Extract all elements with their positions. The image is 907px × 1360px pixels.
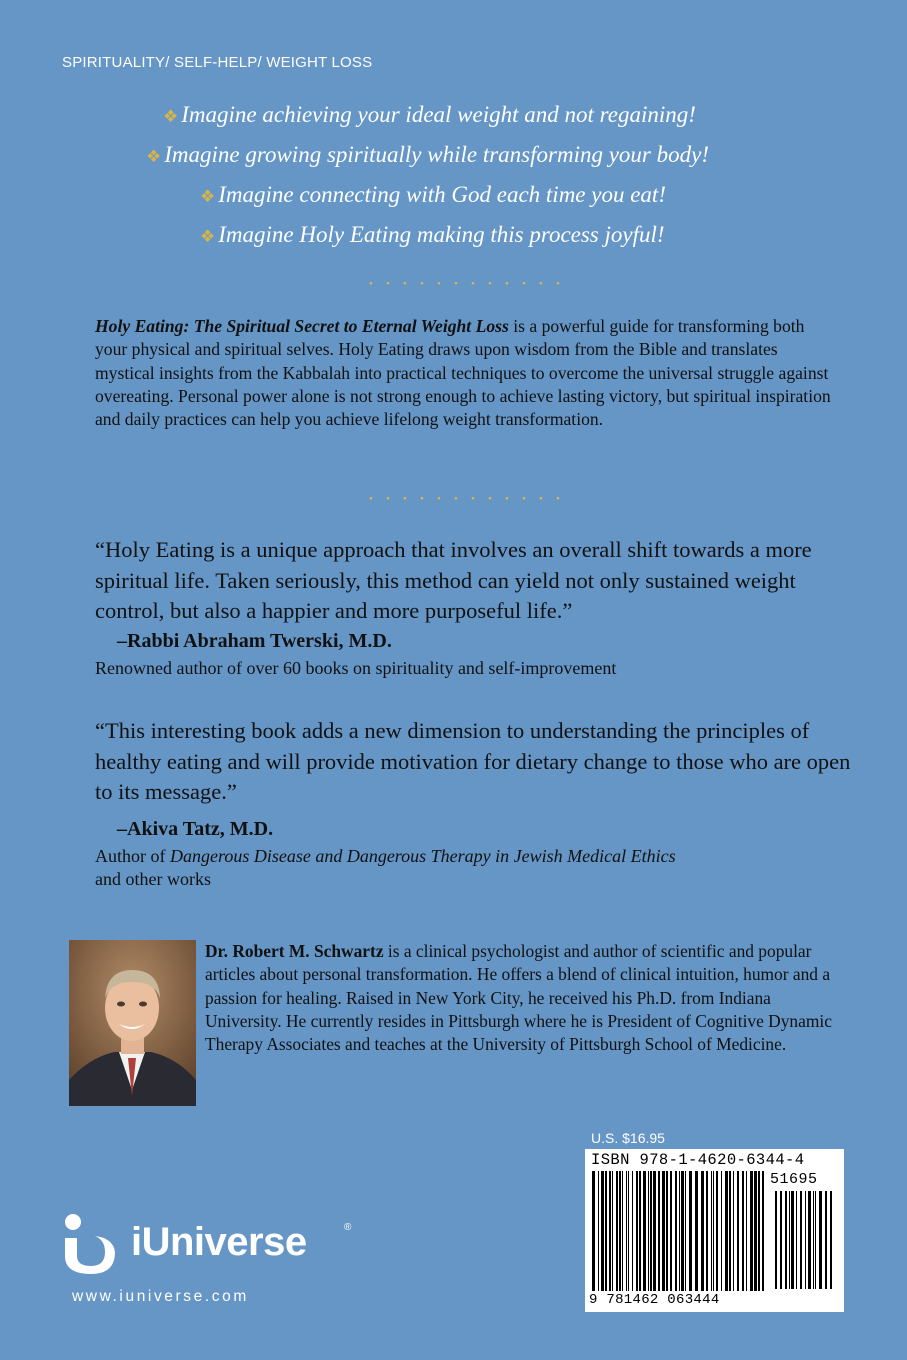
barcode-bar <box>650 1171 652 1291</box>
barcode-bar <box>725 1171 728 1291</box>
barcode-bar <box>800 1191 802 1289</box>
barcode-bar <box>729 1171 731 1291</box>
book-description <box>95 315 835 431</box>
book-title: Holy Eating: The Spiritual Secret to Eternal Weight Loss <box>95 316 509 336</box>
barcode-bar <box>653 1171 656 1291</box>
barcode-addon-bars <box>773 1191 837 1289</box>
barcode-bar <box>706 1171 708 1291</box>
barcode-bar <box>612 1171 613 1291</box>
barcode-bar <box>830 1191 832 1289</box>
barcode-bar <box>762 1171 764 1291</box>
barcode-bar <box>721 1171 722 1291</box>
barcode-bar <box>742 1171 744 1291</box>
barcode-bar <box>648 1171 649 1291</box>
author-name: Dr. Robert M. Schwartz <box>205 941 384 961</box>
barcode-bar <box>626 1171 627 1291</box>
price-label: U.S. $16.95 <box>591 1130 665 1146</box>
barcode-addon-number: 51695 <box>770 1171 818 1188</box>
endorsement-credential: Author of Dangerous Disease and Dangerous Therapy in Jewish Medical Ethics and other works <box>95 846 676 889</box>
barcode-bar <box>758 1171 760 1291</box>
author-portrait-image <box>69 940 196 1106</box>
barcode-bar <box>813 1191 814 1289</box>
separator-dots: • • • • • • • • • • • • <box>369 278 566 290</box>
iuniverse-logo-icon <box>57 1208 127 1278</box>
barcode-bar <box>716 1171 718 1291</box>
barcode-bar <box>619 1171 621 1291</box>
isbn-number: ISBN 978-1-4620-6344-4 <box>591 1151 805 1169</box>
author-bio-text: is a clinical psychologist and author of scientific and popular articles about personal transformation. He offers a blend of clinical intuition, humor and a passion for healing. Raised in New York City, he received his Ph.D. from Indiana University. He currently resides in Pittsburgh where he is President of Cognitive Dynamic Therapy Associates and teaches at the University of Pittsburgh School of Medicine. <box>205 941 832 1055</box>
barcode-bar <box>789 1191 790 1289</box>
barcode-bar <box>750 1171 753 1291</box>
publisher-logo <box>57 1208 377 1278</box>
bullet-item: ❖ Imagine Holy Eating making this process joyful! <box>200 222 665 247</box>
barcode-bar <box>711 1171 712 1291</box>
diamond-bullet-icon: ❖ <box>200 227 216 246</box>
diamond-bullet-icon: ❖ <box>146 147 162 166</box>
endorsement-quote: “This interesting book adds a new dimension to understanding the principles of healthy eating and will provide motivation for dietary change to those who are open to its message.” <box>95 718 851 804</box>
barcode-bar <box>632 1171 633 1291</box>
isbn-barcode <box>585 1149 844 1312</box>
ean-number: 9 781462 063444 <box>589 1292 720 1308</box>
barcode-bar <box>780 1191 782 1289</box>
barcode-bar <box>662 1171 665 1291</box>
barcode-bar <box>746 1171 747 1291</box>
barcode-bar <box>622 1171 623 1291</box>
barcode-bar <box>805 1191 806 1289</box>
barcode-bar <box>819 1191 822 1289</box>
barcode-bar <box>609 1171 611 1291</box>
barcode-bar <box>601 1171 604 1291</box>
barcode-bar <box>675 1171 677 1291</box>
barcode-bar <box>658 1171 660 1291</box>
barcode-bar <box>592 1171 595 1291</box>
diamond-bullet-icon: ❖ <box>163 107 179 126</box>
registered-mark: ® <box>344 1222 352 1233</box>
barcode-bar <box>775 1191 777 1289</box>
barcode-bar <box>666 1171 668 1291</box>
barcode-bar <box>737 1171 739 1291</box>
endorsement-quote: “Holy Eating is a unique approach that involves an overall shift towards a more spiritual life. Taken seriously, this method can yield not only sustained weight control, but also a happier and more purposeful life.” <box>95 537 812 623</box>
barcode-bar <box>679 1171 680 1291</box>
barcode-bar <box>685 1171 686 1291</box>
bullet-item: ❖ Imagine connecting with God each time you eat! <box>200 182 666 207</box>
description-body: is a powerful guide for transforming both your physical and spiritual selves. Holy Eating draws upon wisdom from the Bible and translates mystical insights from the Kabbalah into practical techniques to overcome the universal struggle against overeating. Personal power alone is not strong enough to achieve lasting victory, but spiritual inspiration and daily practices can help you achieve lifelong weight transformation. <box>95 316 831 430</box>
credential-book-title: Dangerous Disease and Dangerous Therapy in Jewish Medical Ethics <box>170 846 676 866</box>
barcode-bar <box>681 1171 684 1291</box>
barcode-bar <box>689 1171 692 1291</box>
barcode-bar <box>616 1171 618 1291</box>
barcode-bar <box>796 1191 797 1289</box>
endorsement-author: –Akiva Tatz, M.D. <box>117 818 274 840</box>
barcode-main-bars <box>590 1171 768 1291</box>
barcode-bar <box>628 1171 629 1291</box>
barcode-bar <box>639 1171 641 1291</box>
barcode-bar <box>808 1191 811 1289</box>
barcode-bar <box>701 1171 704 1291</box>
author-bio <box>205 940 845 1056</box>
barcode-bar <box>733 1171 734 1291</box>
barcode-bar <box>754 1171 757 1291</box>
barcode-bar <box>605 1171 607 1291</box>
barcode-bar <box>825 1191 827 1289</box>
barcode-bar <box>785 1191 787 1289</box>
author-photo <box>69 940 196 1106</box>
barcode-bar <box>791 1191 794 1289</box>
barcode-bar <box>598 1171 599 1291</box>
category-label: SPIRITUALITY/ SELF-HELP/ WEIGHT LOSS <box>62 54 373 71</box>
bullet-item: ❖ Imagine achieving your ideal weight and not regaining! <box>163 102 696 127</box>
bullet-item: ❖ Imagine growing spiritually while transforming your body! <box>146 142 709 167</box>
barcode-bar <box>695 1171 698 1291</box>
separator-dots: • • • • • • • • • • • • <box>369 493 566 505</box>
endorsement-credential: Renowned author of over 60 books on spirituality and self-improvement <box>95 658 617 678</box>
barcode-bar <box>713 1171 714 1291</box>
endorsement-author: –Rabbi Abraham Twerski, M.D. <box>117 630 392 652</box>
barcode-bar <box>670 1171 672 1291</box>
barcode-bar <box>643 1171 646 1291</box>
barcode-bar <box>636 1171 638 1291</box>
diamond-bullet-icon: ❖ <box>200 187 216 206</box>
barcode-bar <box>815 1191 816 1289</box>
publisher-name: iUniverse <box>131 1220 307 1264</box>
publisher-website[interactable]: www.iuniverse.com <box>72 1288 249 1305</box>
